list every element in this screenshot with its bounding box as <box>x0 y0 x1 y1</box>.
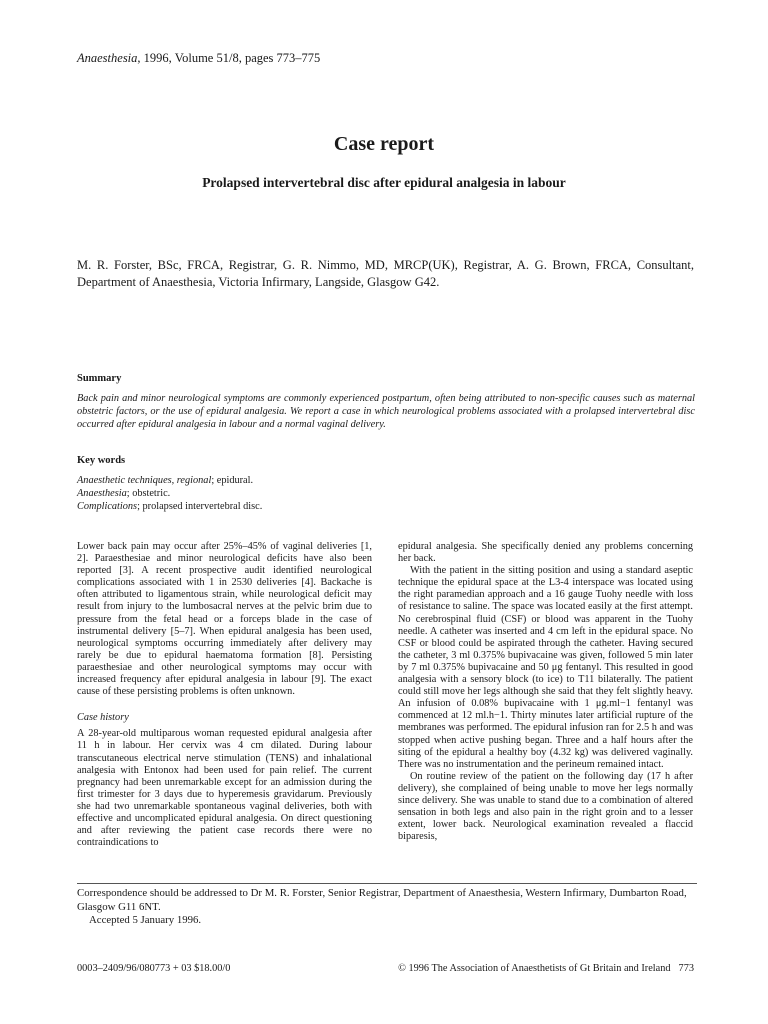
keyword-value: ; prolapsed intervertebral disc. <box>137 501 263 513</box>
keyword-item <box>77 500 262 513</box>
body-paragraph: With the patient in the sitting position and using a standard aseptic technique the epidural space at the L3-4 interspace was located using the right paramedian approach and a 16 gauge Tuohy needle with loss of resistance to saline. The space was located easily at the first attempt. No cerebrospinal fluid (CSF) or blood was apparent in the Tuohy needle. A catheter was inserted and 4 cm left in the epidural space. No CSF or blood could be aspirated through the catheter. Having secured the catheter, 3 ml 0.375% bupivacaine was given, followed 5 min later by 7 ml 0.375% bupivacaine and 50 μg fentanyl. This resulted in good analgesia with a sensory block (to ice) to T11 bilaterally. The patient could still move her legs although she said that they felt slightly heavy. An infusion of 0.08% bupivacaine with 1 μg.ml−1 fentanyl was commenced at 12 ml.h−1. Thirty minutes later artificial rupture of the membranes was performed. The epidural infusion ran for 2.5 h and was stopped when active pushing began. Three and a half hours after the siting of the epidural a healthy boy (4.32 kg) was delivered vaginally. There was no instrumentation and the perineum remained intact. <box>398 565 693 770</box>
body-paragraph: On routine review of the patient on the following day (17 h after delivery), she complained of being unable to move her legs normally since delivery. She was unable to stand due to a combination of altered sensation in both legs and also pain in the right groin and to a lesser extent, lower back. Neurological examination revealed a flaccid biparesis, <box>398 770 693 843</box>
keyword-item <box>77 487 262 500</box>
keyword-item <box>77 474 262 487</box>
accepted-date: Accepted 5 January 1996. <box>89 914 202 926</box>
article-title: Prolapsed intervertebral disc after epidural analgesia in labour <box>202 175 566 190</box>
journal-citation <box>77 51 320 66</box>
page-number: 773 <box>678 963 694 974</box>
page-footer <box>398 963 694 974</box>
journal-name: Anaesthesia <box>77 51 138 65</box>
correspondence-text: Correspondence should be addressed to Dr M. R. Forster, Senior Registrar, Department of Anaesthesia, Western Infirmary, Dumbarton Road, Glasgow G11 6NT. <box>77 887 687 913</box>
summary-text: Back pain and minor neurological symptoms are commonly experienced postpartum, often being attributed to non-specific causes such as maternal obstetric factors, or the use of epidural analgesia. We report a case in which neurological problems associated with a prolapsed intervertebral disc occurred after epidural analgesia in labour and a normal vaginal delivery. <box>77 393 695 431</box>
case-history-heading: Case history <box>77 712 129 724</box>
case-paragraph: A 28-year-old multiparous woman requested epidural analgesia after 11 h in labour. Her cervix was 4 cm dilated. During labour transcutaneous electrical nerve stimulation (TENS) and inhalational analgesia with Entonox had been used for pain relief. The current pregnancy had been unremarkable except for an admission during the first trimester for 3 days due to hyperemesis gravidarum. Previously she had two unremarkable spontaneous vaginal deliveries, both with effective and uncomplicated epidural analgesia. On direct questioning and after reviewing the patient case records there were no contraindications to <box>77 728 372 849</box>
author-affiliations: M. R. Forster, BSc, FRCA, Registrar, G. R. Nimmo, MD, MRCP(UK), Registrar, A. G. Brown, FRCA, Consultant, Department of Anaesthesia, Victoria Infirmary, Langside, Glasgow G42. <box>77 258 694 289</box>
intro-paragraph: Lower back pain may occur after 25%–45% of vaginal deliveries [1, 2]. Paraesthesiae and minor neurological deficits have also been reported [3]. A recent prospective audit identified neurological complications associated with 1 in 2530 deliveries [4]. Backache is often attributed to ligamentous strain, while neurological deficit may result from injury to the lumbosacral nerves at the pelvic brim due to pressure from the fetal head or a forceps blade in the case of instrumental delivery [5–7]. When epidural analgesia has been used, neurological symptoms occurring immediately after delivery may rarely be due to epidural haematoma formation [8]. Persisting paraesthesiae and other neurological symptoms may occur with increased frequency after epidural analgesia in labour [9]. The exact cause of these persisting problems is often unknown. <box>77 541 372 698</box>
article-code: 0003–2409/96/080773 + 03 $18.00/0 <box>77 963 231 974</box>
body-column-right <box>398 541 693 843</box>
copyright-notice: © 1996 The Association of Anaesthetists of Gt Britain and Ireland <box>398 963 671 974</box>
summary-heading: Summary <box>77 373 122 384</box>
keyword-term: Anaesthetic techniques, regional <box>77 475 212 486</box>
keyword-value: ; epidural. <box>211 475 254 486</box>
body-paragraph: epidural analgesia. She specifically denied any problems concerning her back. <box>398 541 693 565</box>
footnote-divider <box>77 883 697 884</box>
keywords-heading: Key words <box>77 455 126 466</box>
body-column-left <box>77 541 372 849</box>
journal-details: , 1996, Volume 51/8, pages 773–775 <box>137 51 321 65</box>
correspondence-note <box>77 887 697 928</box>
keywords-list <box>77 474 262 514</box>
keyword-term: Complications <box>77 501 138 513</box>
keyword-value: ; obstetric. <box>126 488 171 500</box>
article-type-title: Case report <box>333 133 435 155</box>
keyword-term: Anaesthesia <box>77 488 127 500</box>
